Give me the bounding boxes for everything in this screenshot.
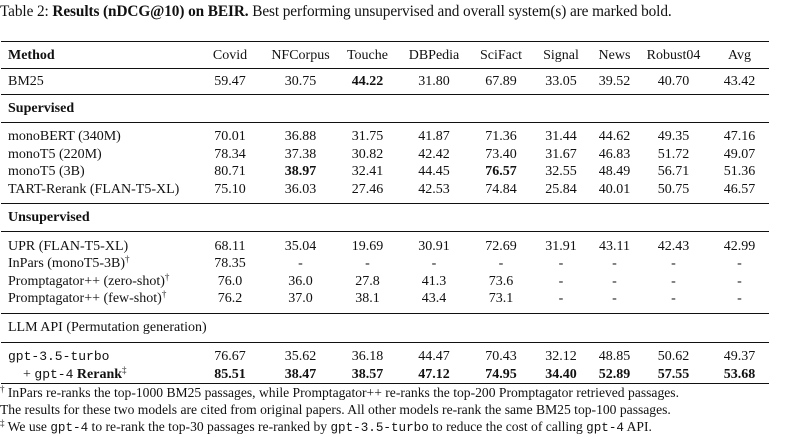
value-cell: 50.62 [637,342,710,365]
column-header-touche: Touche [339,42,396,69]
value-cell: 30.82 [351,146,384,162]
value-cell: 37.0 [288,291,313,307]
table-row [1,365,769,383]
value-cell: 36.03 [284,182,317,198]
value-cell: 31.91 [530,232,592,255]
value-cell: 68.11 [198,232,262,255]
table-row-bm25 [1,69,769,95]
value-cell: - [671,291,676,307]
value-cell: 32.41 [351,164,384,180]
value-cell: 19.69 [339,232,396,255]
value-cell: 70.43 [472,342,530,365]
value-cell-bold: 38.97 [284,164,317,180]
section-header-unsupervised [1,204,769,232]
value-cell: 31.75 [339,123,396,146]
column-header-method: Method [1,42,198,69]
value-cell: 35.04 [262,232,339,255]
value-cell: 36.18 [339,342,396,365]
value-cell: - [671,273,676,289]
value-cell: 35.62 [262,342,339,365]
value-cell: 38.1 [355,291,380,307]
method-cell: monoT5 (3B) [8,164,85,180]
header-row [1,42,769,69]
table-row [1,290,769,313]
value-cell: 42.43 [637,232,710,255]
value-cell: 43.42 [710,69,769,95]
value-cell: 41.87 [396,123,472,146]
value-cell: 73.40 [485,146,517,162]
value-cell: 41.3 [421,273,447,289]
value-cell: - [737,291,742,307]
column-header-nfcorpus: NFCorpus [262,42,339,69]
value-cell: 33.05 [530,69,592,95]
value-cell: 43.11 [592,232,637,255]
value-cell: - [558,291,564,307]
value-cell: 42.99 [710,232,769,255]
value-cell: - [612,256,617,272]
method-cell: monoT5 (220M) [8,146,102,162]
value-cell: - [298,256,303,272]
value-cell: - [558,273,564,289]
value-cell: 44.45 [418,164,450,180]
value-cell: 30.91 [396,232,472,255]
value-cell: - [612,273,617,289]
caption-title: Results (nDCG@10) on BEIR. [52,3,249,20]
column-header-robust04: Robust04 [637,42,710,69]
value-cell: 56.71 [657,164,690,180]
value-cell-bold: 53.68 [710,365,769,383]
value-cell-bold: 57.55 [637,365,710,383]
footnote-dagger-line1: † InPars re-ranks the top-1000 BM25 passages, while Promptagator++ re-ranks the top-200 Promptagator retrieved passages. [0,384,679,400]
column-header-signal: Signal [530,42,592,69]
value-cell-bold: 52.89 [592,365,637,383]
section-title: LLM API (Permutation generation) [1,313,769,342]
value-cell: - [737,256,742,272]
caption-label: Table 2: [0,3,49,20]
table-row [1,163,769,181]
value-cell: 27.8 [355,273,380,289]
value-cell: 74.84 [485,182,517,198]
table-row [1,181,769,204]
value-cell: 49.07 [723,146,756,162]
value-cell: 32.55 [545,164,577,180]
value-cell: 70.01 [198,123,262,146]
value-cell-bold: 38.47 [262,365,339,383]
table-row [1,273,769,291]
value-cell: 32.12 [530,342,592,365]
value-cell: 76.0 [217,273,243,289]
column-header-scifact: SciFact [472,42,530,69]
method-cell: BM25 [1,69,198,95]
value-cell: 72.69 [472,232,530,255]
value-cell: 51.36 [723,164,756,180]
method-cell: UPR (FLAN-T5-XL) [1,232,198,255]
value-cell: 31.67 [545,146,577,162]
value-cell: 44.47 [396,342,472,365]
table-row [1,123,769,146]
table-row [1,146,769,164]
method-cell: Promptagator++ (zero-shot)† [8,271,170,289]
value-cell: - [671,256,676,272]
value-cell: 44.62 [592,123,637,146]
value-cell: 30.75 [262,69,339,95]
value-cell-bold: 74.95 [472,365,530,383]
value-cell: 73.6 [488,273,514,289]
value-cell: 27.46 [351,182,384,198]
value-cell: 76.67 [198,342,262,365]
column-header-covid: Covid [198,42,262,69]
table-caption [0,3,787,21]
value-cell: 80.71 [214,164,246,180]
value-cell: 25.84 [545,182,577,198]
method-cell: Promptagator++ (few-shot)† [8,289,167,307]
value-cell: 50.75 [657,182,690,198]
method-cell: InPars (monoT5-3B)† [8,254,130,272]
value-cell: 46.83 [598,146,631,162]
value-cell: 36.88 [262,123,339,146]
column-header-news: News [592,42,637,69]
results-table [1,41,769,384]
value-cell: 42.42 [418,146,450,162]
value-cell-bold: 47.12 [396,365,472,383]
column-header-dbpedia: DBPedia [396,42,472,69]
footnotes [0,384,787,437]
footnote-double-dagger: ‡ We use gpt-4 to re-rank the top-30 passages re-ranked by gpt-3.5-turbo to reduce the cost of calling gpt-4 API. [0,418,652,435]
value-cell: 39.52 [592,69,637,95]
value-cell: 42.53 [418,182,450,198]
table-row [1,255,769,273]
value-cell: 31.44 [530,123,592,146]
value-cell: - [558,256,564,272]
value-cell-bold: 85.51 [198,365,262,383]
value-cell: 49.35 [637,123,710,146]
value-cell: 78.35 [214,256,246,272]
value-cell: 46.57 [723,182,756,198]
section-title: Unsupervised [1,204,769,232]
value-cell: - [431,256,437,272]
value-cell: 48.49 [598,164,631,180]
value-cell: 47.16 [710,123,769,146]
value-cell: 75.10 [214,182,246,198]
value-cell: 43.4 [421,291,447,307]
value-cell: 67.89 [472,69,530,95]
value-cell: 40.01 [598,182,631,198]
method-cell: monoBERT (340M) [1,123,198,146]
column-header-avg: Avg [710,42,769,69]
value-cell: 37.38 [284,146,317,162]
table-row [1,342,769,365]
value-cell: 36.0 [288,273,313,289]
value-cell: 73.1 [488,291,514,307]
value-cell: 31.80 [396,69,472,95]
value-cell: 76.2 [217,291,243,307]
footnote-dagger-line2: The results for these two models are cited from original papers. All other models re-rank the same BM25 top-100 passages. [0,402,671,417]
value-cell-bold: 34.40 [530,365,592,383]
value-cell: - [365,256,370,272]
caption-text: Best performing unsupervised and overall system(s) are marked bold. [252,3,672,20]
value-cell: 71.36 [472,123,530,146]
table-row [1,232,769,255]
value-cell: 40.70 [637,69,710,95]
value-cell: - [612,291,617,307]
value-cell: 51.72 [657,146,690,162]
value-cell: 49.37 [710,342,769,365]
value-cell: - [737,273,742,289]
value-cell-bold: 44.22 [339,69,396,95]
value-cell: 59.47 [198,69,262,95]
value-cell-bold: 76.57 [485,164,517,180]
value-cell: - [498,256,504,272]
value-cell-bold: 38.57 [339,365,396,383]
method-cell: + gpt-4 Rerank‡ [1,365,198,383]
value-cell: 48.85 [592,342,637,365]
value-cell: 78.34 [214,146,246,162]
section-header-llm-api [1,313,769,342]
section-header-supervised [1,95,769,123]
method-cell: gpt-3.5-turbo [1,342,198,365]
section-title: Supervised [1,95,769,123]
method-cell: TART-Rerank (FLAN-T5-XL) [8,182,180,198]
